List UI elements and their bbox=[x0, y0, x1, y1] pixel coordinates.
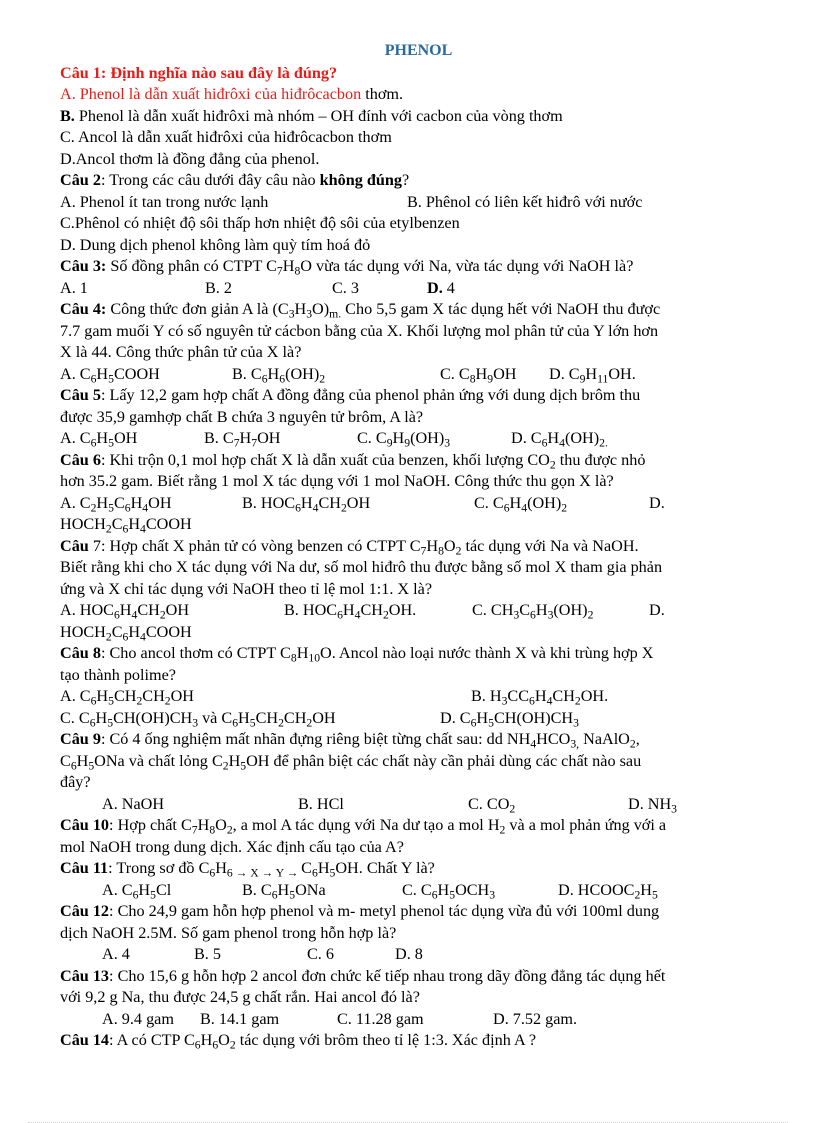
question-12-heading: Câu 12: Cho 24,9 gam hỗn hợp phenol và m- metyl phenol tác dụng vừa đủ với 100ml dung bbox=[60, 902, 660, 920]
q13-options bbox=[60, 1009, 777, 1031]
q2-option-a: A. Phenol ít tan trong nước lạnh bbox=[60, 192, 269, 211]
q1-option-b: B. Phenol là dẫn xuất hiđrôxi mà nhóm – OH đính với cacbon của vòng thơm bbox=[60, 106, 563, 125]
q7-option-a: A. $HOC_6H_4CH_2OH$ bbox=[60, 601, 190, 622]
question-5-heading: Câu 5: Lấy 12,2 gam hợp chất A đồng đẳng của phenol phản ứng với dung dịch brôm thu bbox=[60, 386, 641, 404]
q11-options bbox=[60, 880, 777, 902]
q7-option-d-label: D. bbox=[649, 601, 665, 619]
q13-option-b: B. 14.1 gam bbox=[200, 1009, 280, 1028]
q12-option-d: D. 8 bbox=[395, 945, 423, 963]
q12-option-c: C. 6 bbox=[307, 945, 334, 963]
q9-text-line-2: $C_6H_5ONa$ và chất lỏng $C_2H_5OH$ để phân biệt các chất này cần phải dùng các chất nào sau bbox=[60, 751, 642, 773]
q3-option-a: A. 1 bbox=[60, 278, 88, 297]
q2-option-c: C.Phênol có nhiệt độ sôi thấp hơn nhiệt độ sôi của etylbenzen bbox=[60, 214, 460, 232]
q11-option-c: C. $C_6H_5OCH_3$ bbox=[402, 880, 496, 902]
q12-option-a: A. 4 bbox=[102, 945, 130, 963]
question-13-heading: Câu 13: Cho 15,6 g hỗn hợp 2 ancol đơn chức kế tiếp nhau trong dãy đồng đẳng tác dụng hết bbox=[60, 966, 666, 985]
question-2-heading: Câu 2: Trong các câu dưới đây câu nào không đúng? bbox=[60, 171, 410, 189]
question-11-heading: Câu 11: Trong sơ đồ $C_6H_6$ $_{\to X \to Y \to}$ $C_6H_5OH$. Chất Y là? bbox=[60, 859, 435, 880]
q9-option-d: D. $NH_3$ bbox=[628, 794, 677, 816]
q6-option-d: $HOCH_2C_6H_4COOH$ bbox=[60, 515, 192, 536]
q7-option-c: C. $CH_3C_6H_3(OH)_2$ bbox=[472, 601, 594, 622]
q6-option-a: A. $C_2H_5C_6H_4OH$ bbox=[60, 493, 172, 515]
q13-option-d: D. 7.52 gam. bbox=[493, 1009, 578, 1028]
q9-options bbox=[60, 794, 777, 816]
q6-option-c: C. $C_6H_4(OH)_2$ bbox=[474, 493, 568, 515]
q9-text-line-3: đây? bbox=[60, 773, 91, 791]
q4-text-line-3: X là 44. Công thức phân tử của X là? bbox=[60, 343, 302, 361]
q7-text-line-2: Biết rằng khi cho X tác dụng với Na dư, số mol hiđrô thu được bằng số mol X tham gia phản bbox=[60, 558, 663, 576]
q4-option-c: C. $C_8H_9OH$ bbox=[440, 364, 517, 386]
q3-option-b: B. 2 bbox=[205, 278, 232, 297]
document-body bbox=[60, 40, 777, 1052]
q8-text-line-2: tạo thành polime? bbox=[60, 665, 176, 684]
q7-option-b: B. $HOC_6H_4CH_2OH$. bbox=[284, 601, 417, 622]
q8-options-ab bbox=[60, 686, 777, 708]
q6-text-line-2: hơn 35.2 gam. Biết rằng 1 mol X tác dụng với 1 mol NaOH. Công thức thu gọn X là? bbox=[60, 472, 614, 490]
q7-options bbox=[60, 600, 777, 622]
question-10-heading: Câu 10: Hợp chất $C_7H_8O_2$, a mol A tác dụng với Na dư tạo a mol $H_2$ và a mol phản ứng với a bbox=[60, 816, 667, 837]
question-9-heading: Câu 9: Có 4 ống nghiệm mất nhãn đựng riêng biệt từng chất sau: dd $NH_4HCO_{3,}$ NaAlO$_2$, bbox=[60, 730, 640, 751]
q11-option-b: B. $C_6H_5ONa$ bbox=[242, 880, 326, 902]
q11-reaction-chain: → X → Y → bbox=[232, 866, 302, 880]
q9-option-b: B. HCl bbox=[298, 794, 344, 813]
q2-option-d: D. Dung dịch phenol không làm quỳ tím hoá đỏ bbox=[60, 235, 371, 254]
q4-option-a: A. $C_6H_5COOH$ bbox=[60, 364, 160, 386]
q5-options bbox=[60, 428, 777, 450]
q3-option-d: D. 4 bbox=[427, 278, 455, 297]
question-14-heading: Câu 14: A có CTP $C_6H_6O_2$ tác dụng với brôm theo tỉ lệ 1:3. Xác định A ? bbox=[60, 1031, 537, 1052]
q12-option-b: B. 5 bbox=[194, 945, 221, 963]
q2-option-b: B. Phênol có liên kết hiđrô với nước bbox=[407, 192, 643, 211]
q4-option-b: B. $C_6H_6(OH)_2$ bbox=[232, 364, 326, 386]
q13-option-c: C. 11.28 gam bbox=[337, 1009, 424, 1028]
q6-option-b: B. $HOC_6H_4CH_2OH$ bbox=[242, 493, 371, 515]
question-7-heading: Câu 7: Hợp chất X phản tử có vòng benzen có CTPT $C_7H_8O_2$ tác dụng với Na và NaOH. bbox=[60, 536, 639, 558]
question-3-heading: Câu 3: Số đồng phân có CTPT $C_7H_8O$ vừa tác dụng với Na, vừa tác dụng với NaOH là? bbox=[60, 257, 634, 278]
question-4-heading: Câu 4: Công thức đơn giản A là $(C_3H_3O)_{m.}$ Cho 5,5 gam X tác dụng hết với NaOH thu được bbox=[60, 300, 661, 321]
q13-option-a: A. 9.4 gam bbox=[102, 1009, 174, 1028]
q13-text-line-2: với 9,2 g Na, thu được 24,5 g chất rắn. Hai ancol đó là? bbox=[60, 988, 420, 1006]
q5-text-line-2: được 35,9 gamhợp chất B chứa 3 nguyên tử brôm, A là? bbox=[60, 407, 424, 426]
question-8-heading: Câu 8: Cho ancol thơm có CTPT $C_8H_{10}O$. Ancol nào loại nước thành X và khi trùng hợp X bbox=[60, 644, 654, 665]
q5-option-a: A. $C_6H_5OH$ bbox=[60, 429, 138, 450]
q6-option-d-label: D. bbox=[649, 493, 665, 512]
q8-options-cd bbox=[60, 708, 777, 730]
q7-option-d: $HOCH_2C_6H_4COOH$ bbox=[60, 622, 192, 644]
q8-option-b: B. $H_3CC_6H_4CH_2OH$. bbox=[471, 687, 609, 708]
question-1-heading: Câu 1: Định nghĩa nào sau đây là đúng? bbox=[60, 63, 338, 82]
q5-option-b: B. $C_7H_7OH$ bbox=[204, 429, 281, 450]
q5-option-c: C. $C_9H_9(OH)_3$ bbox=[357, 429, 451, 450]
page-title: PHENOL bbox=[384, 42, 453, 59]
q11-option-d: D. $HCOOC_2H_5$ bbox=[558, 880, 658, 902]
q12-text-line-2: dịch NaOH 2.5M. Số gam phenol trong hỗn hợp là? bbox=[60, 923, 397, 942]
q11-option-a: A. $C_6H_5Cl$ bbox=[102, 880, 172, 902]
q6-options bbox=[60, 493, 777, 515]
q7-text-line-3: ứng và X chỉ tác dụng với NaOH theo tỉ lệ mol 1:1. X là? bbox=[60, 579, 433, 598]
q10-text-line-2: mol NaOH trong dung dịch. Xác định cấu tạo của A? bbox=[60, 837, 404, 856]
q3-option-c: C. 3 bbox=[332, 278, 359, 297]
q1-option-a: A. Phenol là dẫn xuất hiđrôxi của hiđrôcacbon thơm. bbox=[60, 85, 404, 103]
q12-options bbox=[60, 944, 777, 966]
q8-option-c: C. $C_6H_5CH(OH)CH_3$ và $C_6H_5CH_2CH_2OH$ bbox=[60, 708, 336, 730]
q4-option-d: D. $C_9H_{11}OH$. bbox=[549, 364, 636, 386]
question-6-heading: Câu 6: Khi trộn 0,1 mol hợp chất X là dẫn xuất của benzen, khối lượng $CO_2$ thu được nhỏ bbox=[60, 450, 646, 472]
q9-option-a: A. NaOH bbox=[102, 794, 165, 813]
q2-options-ab bbox=[60, 192, 777, 214]
q1-option-d: D.Ancol thơm là đồng đẳng của phenol. bbox=[60, 149, 320, 168]
q8-option-d: D. $C_6H_5CH(OH)CH_3$ bbox=[440, 708, 579, 730]
q8-option-a: A. $C_6H_5CH_2CH_2OH$ bbox=[60, 687, 194, 708]
q4-options bbox=[60, 364, 777, 386]
q4-text-line-2: 7.7 gam muối Y có số nguyên tử cácbon bằng của X. Khối lượng mol phân tử của Y lớn hơn bbox=[60, 321, 659, 340]
q5-option-d: D. $C_6H_4(OH)_{2.}$ bbox=[511, 429, 608, 450]
q9-option-c: C. $CO_2$ bbox=[468, 794, 516, 816]
q3-options bbox=[60, 278, 777, 300]
q1-option-c: C. Ancol là dẫn xuất hiđrôxi của hiđrôcacbon thơm bbox=[60, 128, 392, 146]
